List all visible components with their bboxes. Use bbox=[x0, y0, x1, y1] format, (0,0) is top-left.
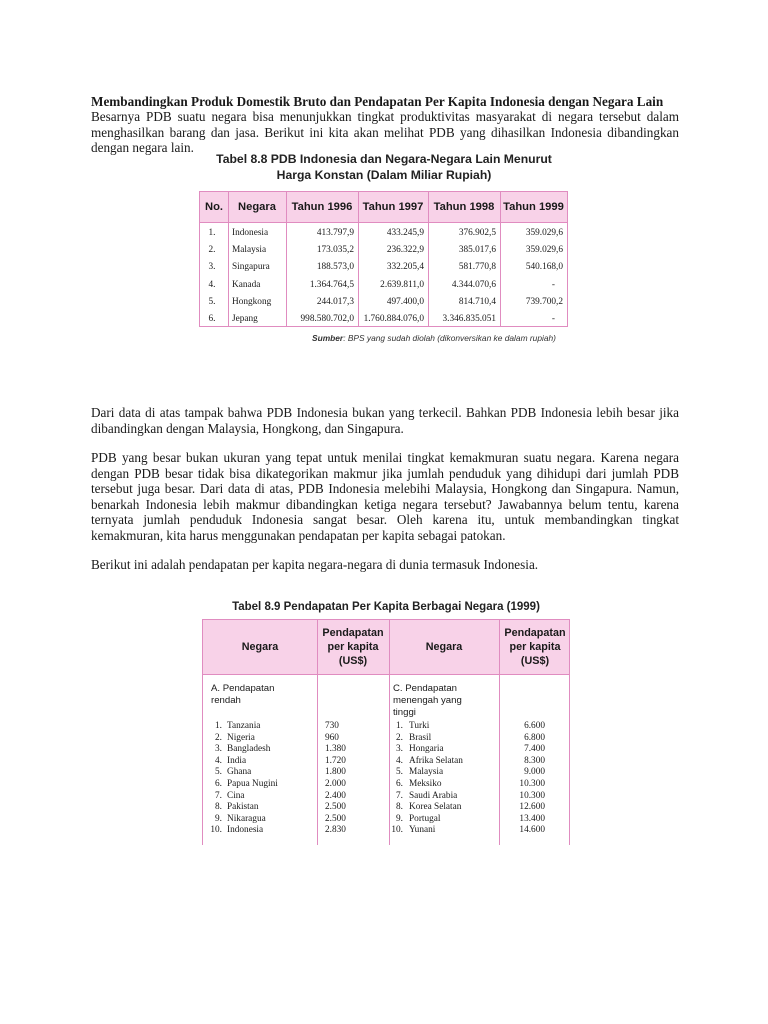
header-tahun-1996: Tahun 1996 bbox=[291, 201, 353, 213]
table-cell: - bbox=[551, 314, 555, 324]
table-cell: 739.700,2 bbox=[525, 296, 563, 307]
row-number: 2. bbox=[396, 732, 403, 743]
table-cell: 244.017,3 bbox=[316, 296, 354, 307]
group-label-pendapatan-rendah: A. Pendapatan rendah bbox=[211, 683, 275, 706]
country-name: Cina bbox=[227, 790, 245, 801]
income-value: 1.380 bbox=[325, 744, 346, 755]
table-row bbox=[200, 225, 567, 242]
table-cell: 3.346.835.051 bbox=[442, 314, 496, 324]
country-name: Yunani bbox=[409, 825, 436, 836]
table-cell: 998.580.702,0 bbox=[300, 314, 354, 324]
row-number: 8. bbox=[215, 802, 222, 813]
table-cell: 188.573,0 bbox=[316, 262, 354, 273]
table-cell: 540.168,0 bbox=[525, 262, 563, 273]
table-cell: Jepang bbox=[232, 314, 258, 324]
list-item bbox=[203, 744, 389, 756]
table-cell: Malaysia bbox=[232, 245, 267, 256]
country-name: Papua Nugini bbox=[227, 779, 278, 789]
row-number: 8. bbox=[396, 802, 403, 813]
table-cell: 4. bbox=[208, 279, 216, 290]
table-8-9 bbox=[202, 619, 570, 845]
row-number: 3. bbox=[396, 744, 403, 755]
table-cell: 332.205,4 bbox=[386, 262, 424, 273]
country-name: Bangladesh bbox=[227, 744, 271, 755]
table-8-9-caption: Tabel 8.9 Pendapatan Per Kapita Berbagai Negara (1999) bbox=[232, 601, 540, 613]
country-name: Ghana bbox=[227, 767, 252, 778]
table-row bbox=[200, 277, 567, 294]
row-number: 5. bbox=[215, 767, 222, 778]
list-item bbox=[203, 721, 389, 733]
table-row bbox=[200, 259, 567, 276]
row-number: 5. bbox=[396, 767, 403, 778]
income-value: 1.800 bbox=[325, 767, 346, 778]
country-name: Turki bbox=[409, 721, 430, 731]
income-value: 2.500 bbox=[325, 813, 346, 824]
country-name: Meksiko bbox=[409, 779, 442, 789]
income-value: 2.830 bbox=[325, 825, 346, 836]
income-value: 8.300 bbox=[524, 755, 545, 766]
header-negara: Negara bbox=[238, 201, 276, 213]
table-cell: 4.344.070,6 bbox=[451, 279, 496, 290]
country-name: Saudi Arabia bbox=[409, 790, 458, 801]
row-number: 6. bbox=[396, 779, 403, 789]
income-value: 14.600 bbox=[519, 825, 545, 836]
income-value: 2.000 bbox=[325, 779, 346, 789]
country-name: Portugal bbox=[409, 813, 441, 824]
country-name: Tanzania bbox=[227, 721, 261, 731]
table-cell: 1. bbox=[208, 228, 216, 238]
row-number: 7. bbox=[215, 790, 222, 801]
table-cell: Singapura bbox=[232, 262, 270, 273]
table-cell: 6. bbox=[208, 314, 216, 324]
header-tahun-1998: Tahun 1998 bbox=[433, 201, 495, 213]
table-cell: 236.322,9 bbox=[386, 245, 424, 256]
table-cell: 433.245,9 bbox=[386, 228, 424, 238]
paragraph-intro-table-8-9: Berikut ini adalah pendapatan per kapita negara-negara di dunia termasuk Indonesia. bbox=[91, 557, 539, 572]
table-cell: 2. bbox=[208, 245, 216, 256]
list-item bbox=[389, 802, 571, 814]
table-cell: Kanada bbox=[232, 279, 261, 290]
income-value: 6.600 bbox=[524, 721, 545, 731]
income-value: 10.300 bbox=[519, 790, 545, 801]
list-item bbox=[389, 825, 571, 837]
list-item bbox=[203, 756, 389, 768]
table-cell: 359.029,6 bbox=[525, 228, 563, 238]
country-name: Nikaragua bbox=[227, 813, 266, 824]
table-cell: 3. bbox=[208, 262, 216, 273]
list-item bbox=[389, 767, 571, 779]
table-cell: Indonesia bbox=[232, 228, 269, 238]
paragraph-intro: Besarnya PDB suatu negara bisa menunjukkan tingkat produktivitas masyarakat di negara tersebut dalam menghasilkan barang dan jasa. Berikut ini kita akan melihat PDB yang dihasilkan Indonesia dibandingkan dengan negara lain. bbox=[91, 109, 679, 155]
row-number: 4. bbox=[396, 755, 403, 766]
list-item bbox=[203, 825, 389, 837]
header-pendapatan-left: Pendapatan per kapita (US$) bbox=[322, 627, 384, 667]
row-number: 7. bbox=[396, 790, 403, 801]
table-8-8-caption bbox=[200, 152, 568, 183]
paragraph-analysis-2: PDB yang besar bukan ukuran yang tepat untuk menilai tingkat kemakmuran suatu negara. Karena negara dengan PDB besar tidak bisa dikategorikan makmur jika jumlah penduduk yang dihidupi dari jumlah PDB tersebut juga besar. Dari data di atas, PDB Indonesia melebihi Malaysia, Hongkong dan Singapura. Namun, benarkah Indonesia lebih makmur dibandingkan ketiga negara tersebut? Jawabannya belum tentu, karena ternyata jumlah penduduk Indonesia sangat besar. Oleh karena itu, untuk membandingkan tingkat kemakmuran, kita harus menggunakan pendapatan per kapita sebagai patokan. bbox=[91, 450, 679, 543]
list-item bbox=[389, 779, 571, 791]
table-row bbox=[200, 294, 567, 311]
row-number: 3. bbox=[215, 744, 222, 755]
country-name: Pakistan bbox=[227, 802, 259, 813]
row-number: 10. bbox=[210, 825, 222, 836]
income-value: 12.600 bbox=[519, 802, 545, 813]
table-cell: 814.710,4 bbox=[458, 296, 496, 307]
table-8-8-caption-line2: Harga Konstan (Dalam Miliar Rupiah) bbox=[276, 167, 492, 182]
row-number: 4. bbox=[215, 755, 222, 766]
country-name: Indonesia bbox=[227, 825, 264, 836]
row-number: 9. bbox=[396, 813, 403, 824]
list-item bbox=[203, 791, 389, 803]
income-value: 730 bbox=[325, 721, 339, 731]
header-pendapatan-right: Pendapatan per kapita (US$) bbox=[504, 627, 566, 667]
row-number: 2. bbox=[215, 732, 222, 743]
list-item bbox=[389, 791, 571, 803]
income-value: 1.720 bbox=[325, 755, 346, 766]
list-item bbox=[203, 733, 389, 745]
table-cell: 385.017,6 bbox=[458, 245, 496, 256]
table-cell: 497.400,0 bbox=[386, 296, 424, 307]
row-number: 1. bbox=[396, 721, 403, 731]
row-number: 1. bbox=[215, 721, 222, 731]
table-cell: 413.797,9 bbox=[316, 228, 354, 238]
income-value: 9.000 bbox=[524, 767, 545, 778]
table-cell: 581.770,8 bbox=[458, 262, 496, 273]
income-value: 960 bbox=[325, 732, 339, 743]
row-number: 9. bbox=[215, 813, 222, 824]
country-name: Malaysia bbox=[409, 767, 444, 778]
income-value: 7.400 bbox=[524, 744, 545, 755]
table-cell: 376.902,5 bbox=[458, 228, 496, 238]
table-cell: 2.639.811,0 bbox=[380, 279, 424, 290]
list-item bbox=[203, 779, 389, 791]
table-cell: 1.760.884.076,0 bbox=[363, 314, 424, 324]
income-value: 10.300 bbox=[519, 779, 545, 789]
table-cell: - bbox=[551, 279, 555, 290]
list-item bbox=[203, 814, 389, 826]
header-no: No. bbox=[204, 201, 224, 213]
income-value: 2.400 bbox=[325, 790, 346, 801]
income-value: 2.500 bbox=[325, 802, 346, 813]
list-item bbox=[203, 802, 389, 814]
table-row bbox=[200, 311, 567, 328]
row-number: 6. bbox=[215, 779, 222, 789]
header-tahun-1999: Tahun 1999 bbox=[503, 201, 564, 213]
table-cell: 1.364.764,5 bbox=[309, 279, 354, 290]
list-item bbox=[389, 744, 571, 756]
table-cell: 173.035,2 bbox=[316, 245, 354, 256]
country-name: Nigeria bbox=[227, 732, 255, 743]
list-item bbox=[389, 814, 571, 826]
source-text: : BPS yang sudah diolah (dikonversikan ke dalam rupiah) bbox=[343, 333, 556, 343]
list-item bbox=[389, 721, 571, 733]
document-heading: Membandingkan Produk Domestik Bruto dan Pendapatan Per Kapita Indonesia dengan Negara Lain bbox=[91, 94, 664, 109]
list-item bbox=[389, 756, 571, 768]
country-name: Hongaria bbox=[409, 744, 444, 755]
source-label: Sumber bbox=[312, 333, 344, 343]
income-value: 6.800 bbox=[524, 732, 545, 743]
table-cell: 359.029,6 bbox=[525, 245, 563, 256]
table-cell: Hongkong bbox=[232, 296, 272, 307]
country-name: Afrika Selatan bbox=[409, 755, 463, 766]
row-number: 10. bbox=[391, 825, 403, 836]
table-8-8-source bbox=[312, 333, 556, 343]
country-name: Korea Selatan bbox=[409, 802, 462, 813]
list-item bbox=[203, 767, 389, 779]
income-value: 13.400 bbox=[519, 813, 545, 824]
table-row bbox=[200, 242, 567, 259]
header-negara-left: Negara bbox=[241, 641, 279, 653]
group-label-pendapatan-menengah-tinggi: C. Pendapatan menengah yang tinggi bbox=[393, 683, 462, 718]
header-tahun-1997: Tahun 1997 bbox=[362, 201, 424, 213]
list-item bbox=[389, 733, 571, 745]
table-8-8-caption-line1: Tabel 8.8 PDB Indonesia dan Negara-Negara Lain Menurut bbox=[216, 152, 552, 166]
table-8-8 bbox=[199, 191, 568, 327]
country-name: Brasil bbox=[409, 732, 432, 743]
header-negara-right: Negara bbox=[425, 641, 463, 653]
country-name: India bbox=[227, 755, 247, 766]
table-cell: 5. bbox=[208, 296, 216, 307]
paragraph-analysis-1: Dari data di atas tampak bahwa PDB Indonesia bukan yang terkecil. Bahkan PDB Indonesia lebih besar jika dibandingkan dengan Malaysia, Hongkong, dan Singapura. bbox=[91, 405, 679, 436]
